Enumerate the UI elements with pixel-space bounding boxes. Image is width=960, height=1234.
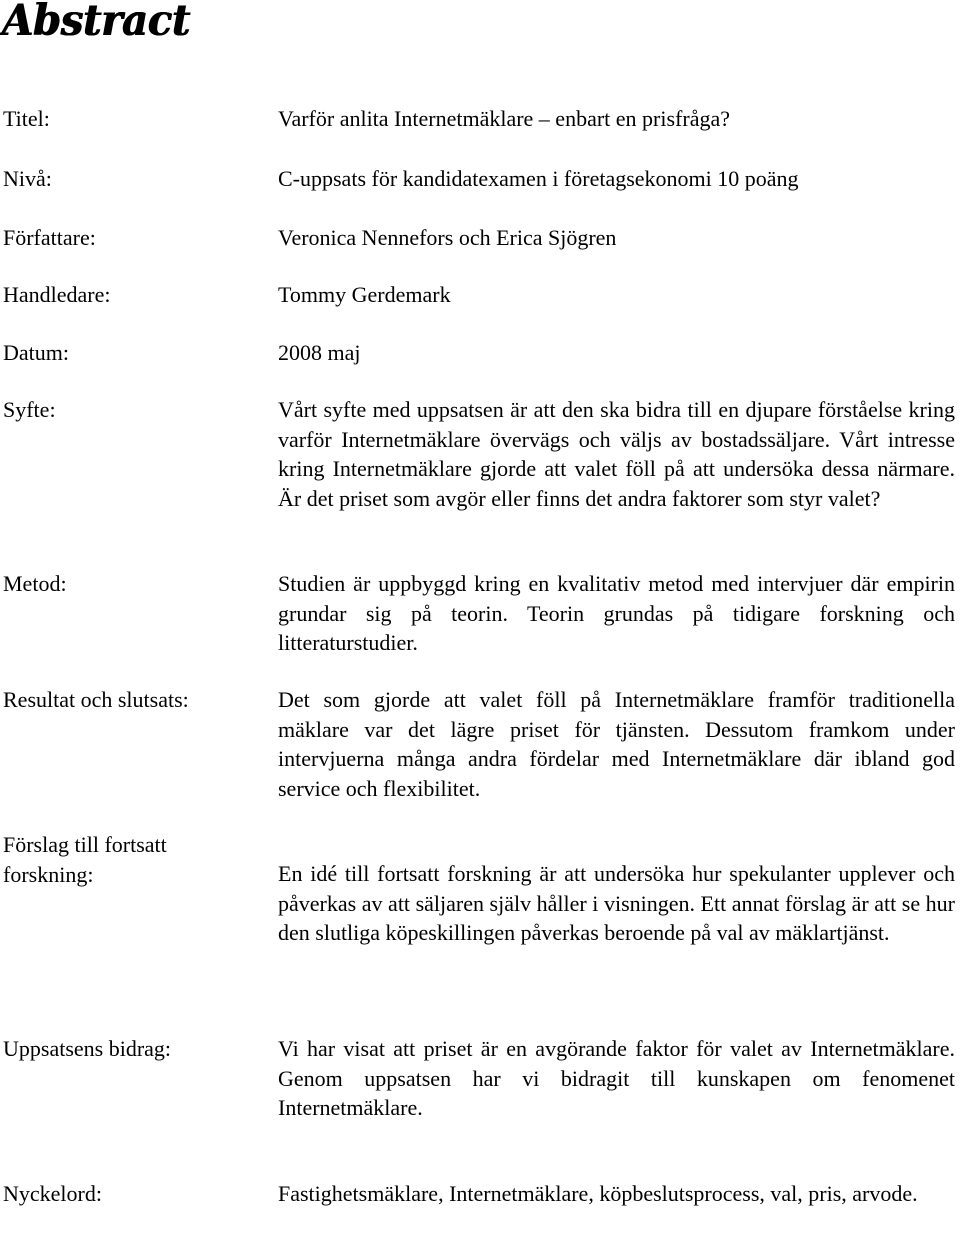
value-titel: Varför anlita Internetmäklare – enbart en prisfråga? [278,106,730,131]
label-metod: Metod: [3,571,67,596]
value-forslag-till-fortsatt-forskning: En idé till fortsatt forskning är att undersöka hur spekulanter upplever och påverkas av att säljaren själv håller i visningen. Ett annat förslag är att se hur den slutliga köpeskillingen påverkas beroende på val av mäklartjänst. [278,861,955,946]
label-forslag-till-fortsatt-forskning: Förslag till fortsatt forskning: [3,832,167,887]
label-datum: Datum: [3,340,69,365]
label-uppsatsens-bidrag: Uppsatsens bidrag: [3,1036,172,1061]
value-handledare: Tommy Gerdemark [278,282,451,307]
value-metod: Studien är uppbyggd kring en kvalitativ metod med intervjuer där empirin grundar sig på teorin. Teorin grundas på tidigare forskning och litteraturstudier. [278,571,955,656]
value-uppsatsens-bidrag: Vi har visat att priset är en avgörande faktor för valet av Internetmäklare. Genom uppsatsen har vi bidragit till kunskapen om fenomenet Internetmäklare. [278,1036,955,1121]
value-resultat-och-slutsats: Det som gjorde att valet föll på Internetmäklare framför traditionella mäklare var det lägre priset för tjänsten. Dessutom framkom under intervjuerna många andra fördelar med Internetmäklare där ibland god service och flexibilitet. [278,687,955,801]
value-niva: C-uppsats för kandidatexamen i företagsekonomi 10 poäng [278,166,799,191]
value-forfattare: Veronica Nennefors och Erica Sjögren [278,225,617,250]
label-handledare: Handledare: [3,282,111,307]
abstract-heading: Abstract [2,0,191,46]
value-syfte: Vårt syfte med uppsatsen är att den ska bidra till en djupare förståelse kring varför Internetmäklare övervägs och väljs av bostadssäljare. Vårt intresse kring Internetmäklare gjorde att valet föll på att undersöka dessa närmare. Är det priset som avgör eller finns det andra faktorer som styr valet? [278,397,955,511]
label-syfte: Syfte: [3,397,56,422]
value-nyckelord: Fastighetsmäklare, Internetmäklare, köpbeslutsprocess, val, pris, arvode. [278,1181,918,1206]
label-resultat-och-slutsats: Resultat och slutsats: [3,687,189,712]
label-forfattare: Författare: [3,225,96,250]
label-titel: Titel: [3,106,50,131]
label-nyckelord: Nyckelord: [3,1181,102,1206]
value-datum: 2008 maj [278,340,361,365]
label-niva: Nivå: [3,166,52,191]
